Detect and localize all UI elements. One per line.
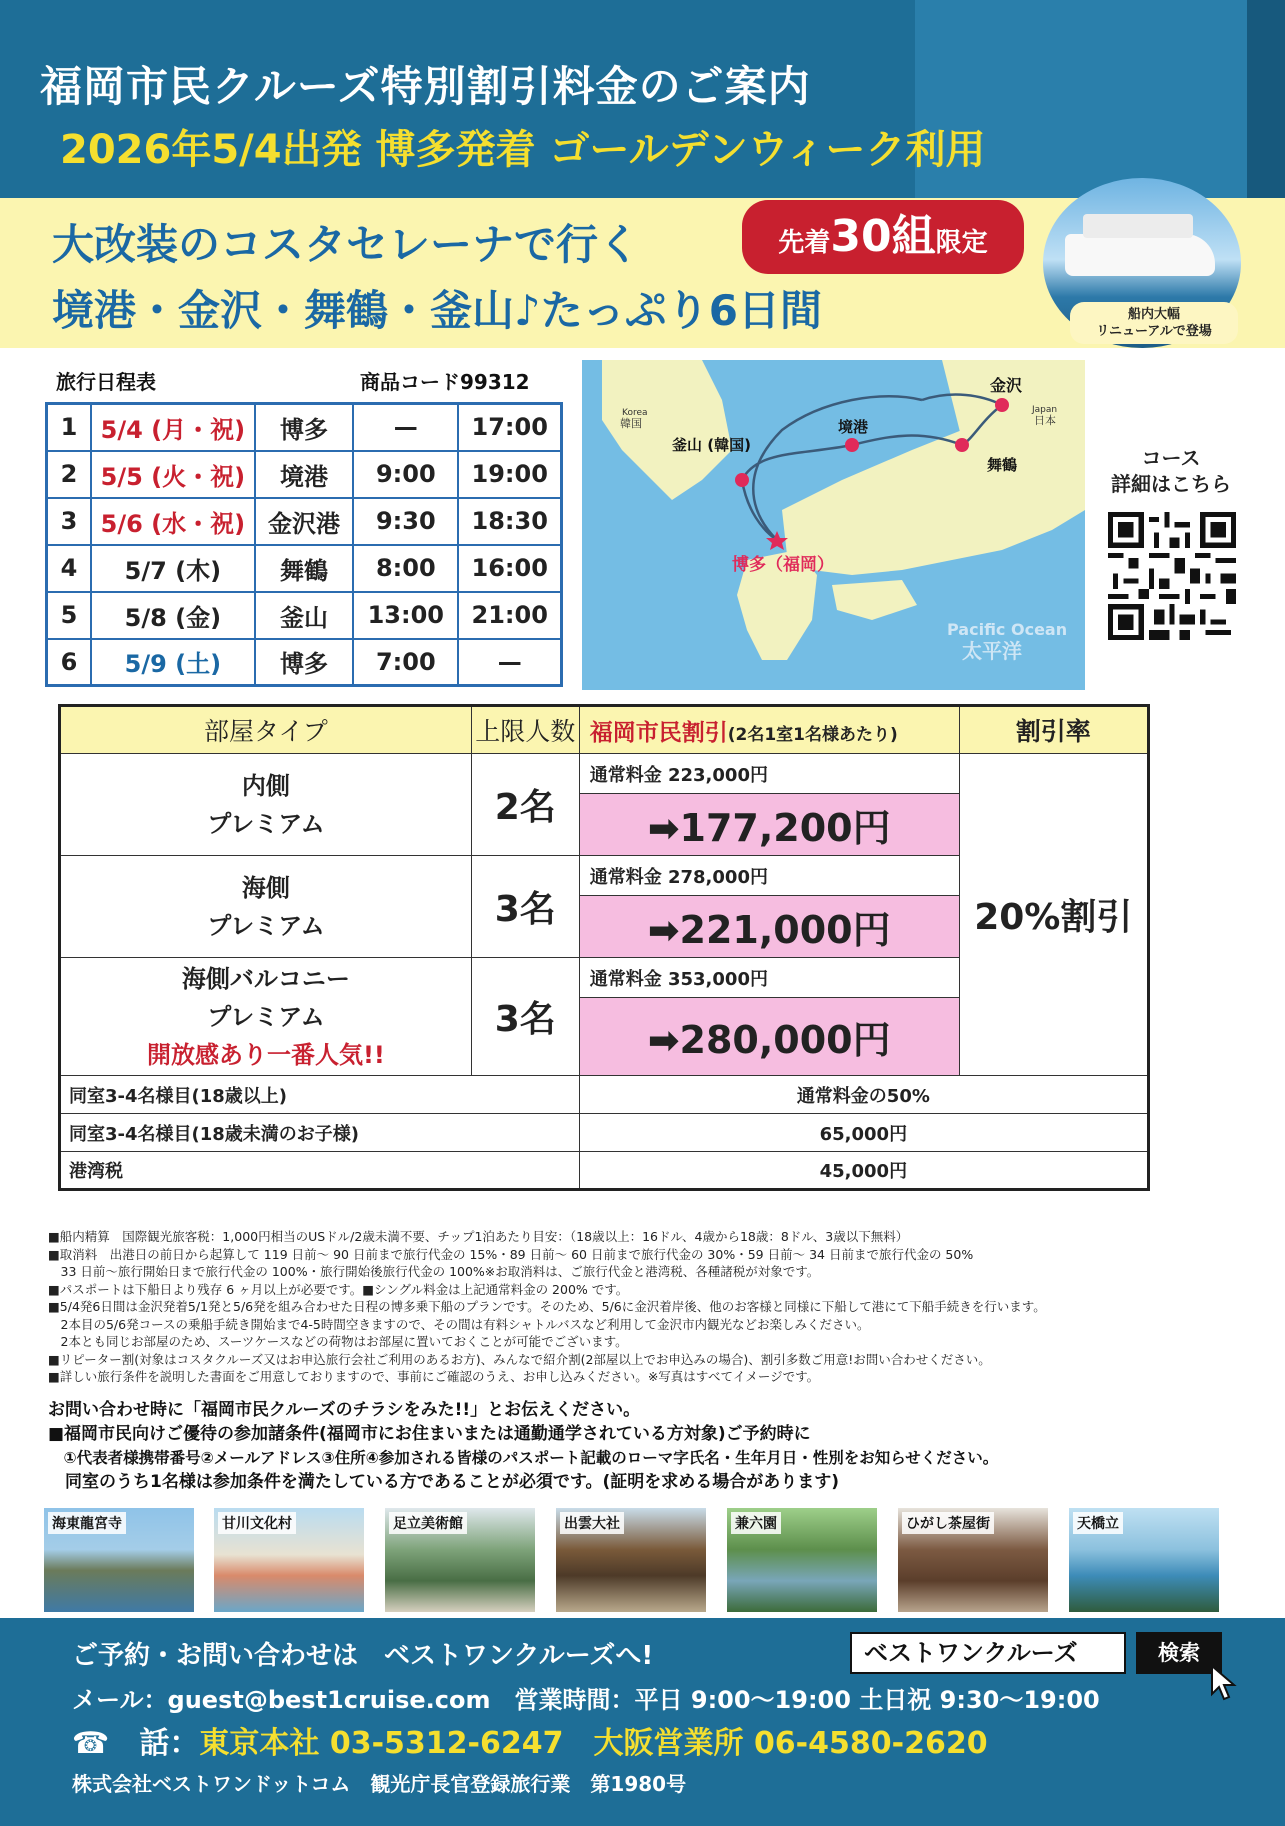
- note-line: ■取消料 出港日の前日から起算して 119 日前～ 90 日前まで旅行代金の 15%・89 日前～ 60 日前まで旅行代金の 30%・59 日前～ 34 日前まで旅行代金の 50%: [48, 1246, 974, 1262]
- itinerary-date: 5/6 (水・祝): [91, 498, 255, 545]
- map-ocean-jp: 太平洋: [962, 639, 1022, 663]
- product-code: 商品コード99312: [360, 370, 530, 394]
- itinerary-port: 釜山: [255, 592, 353, 639]
- normal-price: 通常料金 353,000円: [579, 958, 959, 998]
- photo-haedong-yonggungsa: [44, 1508, 194, 1612]
- itinerary-row: [47, 639, 562, 686]
- itinerary-title: 旅行日程表: [56, 370, 156, 394]
- phone-icon-label: ☎ 話：: [72, 1726, 200, 1761]
- itinerary-port: 境港: [255, 451, 353, 498]
- itinerary-day: 6: [47, 639, 91, 686]
- photo-adachi-museum: [385, 1508, 535, 1612]
- itinerary-departure: 21:00: [458, 592, 561, 639]
- room-grade: プレミアム: [207, 809, 325, 838]
- room-name: 内側: [241, 771, 290, 800]
- room-balcony: [60, 958, 472, 1076]
- qr-label: [1096, 445, 1246, 497]
- headline-line2: 境港・金沢・舞鶴・釜山♪たっぷり6日間: [52, 286, 823, 335]
- room-grade: プレミアム: [207, 1002, 325, 1031]
- discount-price: ➡280,000円: [579, 998, 959, 1076]
- price-header-room: 部屋タイプ: [60, 706, 472, 754]
- search-button[interactable]: 検索: [1136, 1632, 1222, 1674]
- room-capacity: 3名: [471, 958, 579, 1076]
- condition-line: ■福岡市民向けご優待の参加諸条件(福岡市にお住まいまたは通勤通学されている方対象)ご予約時に: [48, 1424, 811, 1444]
- search-input[interactable]: ベストワンクルーズ: [850, 1632, 1126, 1674]
- room-capacity: 3名: [471, 856, 579, 958]
- photo-label: ひがし茶屋街: [902, 1512, 994, 1534]
- itinerary-arrival: 7:00: [353, 639, 458, 686]
- itinerary-day: 3: [47, 498, 91, 545]
- itinerary-date: 5/9 (土): [91, 639, 255, 686]
- itinerary-date: 5/7 (木): [91, 545, 255, 592]
- itinerary-table: [45, 402, 563, 687]
- extra-value: 45,000円: [579, 1152, 1148, 1190]
- terms-notes: [48, 1228, 1248, 1386]
- itinerary-departure: 17:00: [458, 404, 561, 451]
- itinerary-port: 博多: [255, 639, 353, 686]
- page-title: 福岡市民クルーズ特別割引料金のご案内: [40, 62, 811, 111]
- map-label-maizuru: 舞鶴: [987, 456, 1018, 474]
- sakaiminato-dot: [845, 438, 859, 452]
- itinerary-departure: 18:30: [458, 498, 561, 545]
- itinerary-arrival: 8:00: [353, 545, 458, 592]
- itinerary-day: 4: [47, 545, 91, 592]
- route-map-svg: [582, 360, 1085, 690]
- photo-label: 海東龍宮寺: [48, 1512, 126, 1534]
- room-name: 海側バルコニー: [181, 964, 350, 993]
- map-japan-en: Japan: [1032, 405, 1058, 415]
- price-table: [58, 704, 1150, 1191]
- normal-price: 通常料金 223,000円: [579, 754, 959, 794]
- route-map: [582, 360, 1085, 690]
- qr-code[interactable]: [1108, 512, 1236, 640]
- tokyo-office-label: 東京本社: [199, 1726, 320, 1761]
- qr-label-line2: 詳細はこちら: [1111, 472, 1231, 496]
- badge-suffix: 限定: [935, 228, 988, 258]
- company-registration: 株式会社ベストワンドットコム 観光庁長官登録旅行業 第1980号: [72, 1772, 687, 1796]
- maizuru-dot: [955, 438, 969, 452]
- phone-line: [72, 1718, 988, 1762]
- conditions: [48, 1398, 1263, 1494]
- header-stripe: [1247, 0, 1285, 198]
- discount-price: ➡221,000円: [579, 896, 959, 958]
- room-capacity: 2名: [471, 754, 579, 856]
- photo-label: 天橋立: [1073, 1512, 1123, 1534]
- photo-higashi-chaya: [898, 1508, 1048, 1612]
- itinerary-arrival: 9:30: [353, 498, 458, 545]
- note-line: 33 日前～旅行開始日まで旅行代金の 100%・旅行開始後旅行代金の 100%※お取消料は、ご旅行代金と港湾税、各種諸税が対象です。: [48, 1264, 820, 1279]
- photo-kenrokuen: [727, 1508, 877, 1612]
- discount-price: ➡177,200円: [579, 794, 959, 856]
- photo-label: 兼六園: [731, 1512, 781, 1534]
- room-ocean-view: [60, 856, 472, 958]
- photo-amanohashidate: [1069, 1508, 1219, 1612]
- price-header-discount-label: 福岡市民割引: [589, 719, 728, 746]
- kanazawa-dot: [995, 398, 1009, 412]
- photo-strip: [44, 1508, 1244, 1612]
- ship-caption: [1070, 302, 1238, 344]
- photo-label: 甘川文化村: [218, 1512, 296, 1534]
- osaka-office-label: 大阪営業所: [593, 1726, 744, 1761]
- itinerary-date: 5/8 (金): [91, 592, 255, 639]
- headline-line1: 大改装のコスタセレーナで行く: [52, 220, 641, 269]
- note-line: ■詳しい旅行条件を説明した書面をご用意しておりますので、事前にご確認のうえ、お申し込みください。※写真はすべてイメージです。: [48, 1369, 820, 1384]
- mail-and-hours: メール：guest@best1cruise.com 営業時間：平日 9:00～19:00 土日祝 9:30～19:00: [72, 1686, 1100, 1714]
- ship-caption-line1: 船内大幅: [1127, 307, 1180, 322]
- itinerary-day: 1: [47, 404, 91, 451]
- busan-dot: [735, 473, 749, 487]
- photo-gamcheon-village: [214, 1508, 364, 1612]
- ship-deck: [1083, 214, 1193, 238]
- itinerary-row: [47, 545, 562, 592]
- note-line: ■船内精算 国際観光旅客税：1,000円相当のUSドル/2歳未満不要、チップ1泊あたり目安：（18歳以上：16ドル、4歳から18歳：8ドル、3歳以下無料）: [48, 1229, 909, 1244]
- room-grade: プレミアム: [207, 911, 325, 940]
- ship-hull: [1065, 234, 1215, 276]
- extra-label: 同室3-4名様目(18歳以上): [60, 1076, 580, 1114]
- note-line: 2本目の5/6発コースの乗船手続き開始まで4-5時間空きますので、その間は有料シャトルバスなど利用して金沢市内観光などお楽しみください。: [48, 1316, 870, 1332]
- price-header-capacity: 上限人数: [471, 706, 579, 754]
- photo-label: 出雲大社: [560, 1512, 624, 1534]
- ship-caption-line2: リニューアルで登場: [1096, 324, 1212, 339]
- itinerary-row: [47, 451, 562, 498]
- note-line: ■5/4発6日間は金沢発着5/1発と5/6発を組み合わせた日程の博多乗下船のプランです。そのため、5/6に金沢着岸後、他のお客様と同様に下船して港にて下船手続きを行います。: [48, 1299, 1046, 1314]
- itinerary-departure: 16:00: [458, 545, 561, 592]
- itinerary-port: 金沢港: [255, 498, 353, 545]
- condition-line: ①代表者様携帯番号②メールアドレス③住所④参加される皆様のパスポート記載のローマ字氏名・生年月日・性別をお知らせください。: [48, 1449, 999, 1467]
- map-korea-jp: 韓国: [620, 417, 642, 430]
- itinerary-arrival: 13:00: [353, 592, 458, 639]
- discount-rate: 20%割引: [959, 754, 1148, 1076]
- itinerary-row: [47, 404, 562, 451]
- photo-label: 足立美術館: [389, 1512, 467, 1534]
- price-header-rate: 割引率: [959, 706, 1148, 754]
- map-korea-en: Korea: [622, 408, 648, 418]
- map-label-busan: 釜山 (韓国): [672, 436, 751, 454]
- itinerary-date: 5/5 (火・祝): [91, 451, 255, 498]
- extra-value: 通常料金の50%: [579, 1076, 1148, 1114]
- itinerary-day: 2: [47, 451, 91, 498]
- itinerary-port: 博多: [255, 404, 353, 451]
- itinerary-departure: 19:00: [458, 451, 561, 498]
- normal-price: 通常料金 278,000円: [579, 856, 959, 896]
- korea-land: [602, 360, 732, 500]
- limited-badge: [742, 200, 1024, 274]
- itinerary-port: 舞鶴: [255, 545, 353, 592]
- photo-izumo-taisha: [556, 1508, 706, 1612]
- extra-label: 港湾税: [60, 1152, 580, 1190]
- itinerary-row: [47, 498, 562, 545]
- room-inside: [60, 754, 472, 856]
- map-japan-jp: 日本: [1034, 414, 1056, 427]
- itinerary-row: [47, 592, 562, 639]
- contact-heading: ご予約・お問い合わせは ベストワンクルーズへ!: [72, 1641, 654, 1671]
- price-header-discount: [579, 706, 959, 754]
- page-subtitle: 2026年5/4出発 博多発着 ゴールデンウィーク利用: [60, 127, 986, 173]
- badge-prefix: 先着: [778, 228, 831, 258]
- osaka-phone[interactable]: 06-4580-2620: [753, 1726, 988, 1761]
- qr-label-line1: コース: [1141, 446, 1201, 470]
- price-header-discount-note: (2名1室1名様あたり): [727, 724, 898, 745]
- itinerary-day: 5: [47, 592, 91, 639]
- map-ocean-en: Pacific Ocean: [947, 620, 1068, 639]
- map-label-kanazawa: 金沢: [990, 376, 1023, 395]
- note-line: 2本とも同じお部屋のため、スーツケースなどの荷物はお部屋に置いておくことが可能でございます。: [48, 1334, 628, 1349]
- itinerary-date: 5/4 (月・祝): [91, 404, 255, 451]
- qr-code-svg: [1108, 512, 1236, 640]
- room-name: 海側: [241, 873, 290, 902]
- condition-line: お問い合わせ時に「福岡市民クルーズのチラシをみた!!」とお伝えください。: [48, 1400, 641, 1420]
- shikoku-land: [832, 580, 917, 620]
- extra-label: 同室3-4名様目(18歳未満のお子様): [60, 1114, 580, 1152]
- map-label-hakata: 博多（福岡）: [732, 555, 834, 575]
- extra-value: 65,000円: [579, 1114, 1148, 1152]
- note-line: ■リピーター割(対象はコスタクルーズ又はお申込旅行会社ご利用のあるお方)、みんなで紹介割(2部屋以上でお申込みの場合)、割引多数ご用意!お問い合わせください。: [48, 1351, 991, 1367]
- note-line: ■パスポートは下船日より残存 6 ヶ月以上が必要です。■シングル料金は上記通常料金の 200% です。: [48, 1281, 629, 1297]
- tokyo-phone[interactable]: 03-5312-6247: [329, 1726, 564, 1761]
- itinerary-arrival: 9:00: [353, 451, 458, 498]
- itinerary-departure: —: [458, 639, 561, 686]
- itinerary-arrival: —: [353, 404, 458, 451]
- room-popular-note: 開放感あり一番人気!!: [146, 1040, 385, 1069]
- map-label-sakaiminato: 境港: [838, 418, 869, 436]
- pointer-cursor-icon: [1210, 1664, 1240, 1704]
- condition-line: 同室のうち1名様は参加条件を満たしている方であることが必須です。(証明を求める場合があります): [48, 1472, 840, 1492]
- badge-number: 30組: [830, 211, 936, 262]
